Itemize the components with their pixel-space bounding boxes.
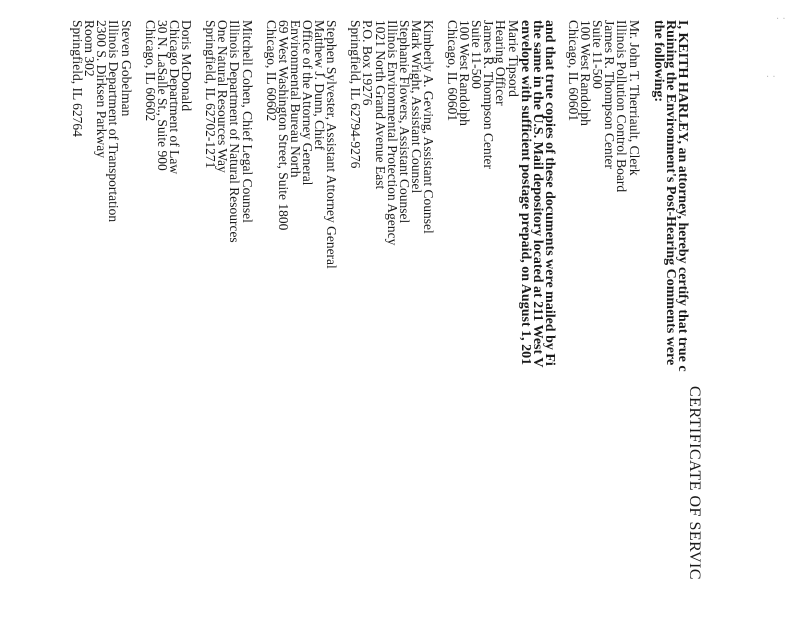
address-line: Mr. John T. Therriault, Clerk [626,20,642,176]
dnr-address-block [203,20,255,620]
address-line: Springfield, IL 62702-1271 [203,20,219,169]
address-line: Illinois Environmental Protection Agency [384,20,400,246]
address-line: One Natural Resources Way [215,20,231,173]
hearing-officer-block [446,20,519,620]
address-line: Office of the Attorney General [300,20,315,186]
address-line: P.O. Box 19276 [360,20,376,106]
address-line: Springfield, IL 62794-9276 [348,20,364,169]
idot-address-block [70,20,134,620]
address-line: Mark Wright, Assistant Counsel [408,20,424,194]
address-line: Illinois Department of Natural Resources [227,20,243,243]
rotated-text-block [60,20,703,620]
mailing-line-1: and that true copies of these documents were mailed by Fi [541,20,557,366]
address-line: Marie Tipsord [505,20,521,97]
address-line: Illinois Pollution Control Board [614,20,630,193]
address-line: Chicago, IL 60602 [142,20,158,122]
address-line: Suite 11-500 [469,20,485,89]
address-line: 2300 S. Dirksen Parkway [94,20,110,158]
mailing-line-2: the same in the U.S. Mail depository located at 211 West V [529,20,545,368]
clerk-address-block [567,20,640,620]
intro-line-1: I, KEITH HARLEY, an attorney, hereby certify that true c [674,20,690,372]
address-line: Hearing Officer [493,20,509,106]
address-line: Kimberly A. Geving, Assistant Counsel [420,20,436,234]
address-line: Springfield, IL 62764 [70,20,86,137]
address-line: 1021 North Grand Avenue East [372,20,388,190]
iepa-address-block [349,20,434,620]
attorney-general-block [265,20,338,620]
city-law-address-block [142,20,195,620]
address-line: Environmental Bureau North [287,20,303,178]
address-line: Chicago Department of Law [166,20,182,175]
mailing-line-3: envelope with sufficient postage prepaid, on August 1, 201 [517,20,533,366]
address-line: Stephen Sylvester, Assistant Attorney General [324,20,340,269]
address-line: 100 West Randolph [457,20,473,126]
document-title: CERTIFICATE OF SERVIC [686,386,703,581]
address-line: Chicago, IL 60601 [566,20,582,122]
address-line: 100 West Randolph [578,20,594,126]
scan-speck: · · [766,72,776,83]
address-line: Stephanie Flowers, Assistant Counsel [396,20,412,224]
intro-line-2: Ruining the Environment's Post-Hearing Comments were [662,20,678,366]
address-line: Room 302 [82,20,98,77]
address-line: 69 West Washington Street, Suite 1800 [275,20,291,231]
scan-speck: · · [776,14,786,25]
address-line: Matthew J. Dunn, Chief [312,20,328,151]
intro-line-3: the following: [650,20,666,103]
address-line: Suite 11-500 [590,20,606,89]
address-line: Steven Gobelman [118,20,134,117]
address-line: Illinois Department of Transportation [106,20,122,223]
address-line: James R. Thompson Center [481,20,497,169]
address-line: Doris McDonald [179,20,195,112]
address-line: 30 N. LaSalle St., Suite 900 [154,20,170,171]
address-line: James R. Thompson Center [602,20,618,169]
address-line: Chicago, IL 60602 [263,20,279,122]
address-line: Mitchell Cohen, Chief Legal Counsel [239,20,255,223]
address-line: Chicago, IL 60601 [445,20,461,122]
